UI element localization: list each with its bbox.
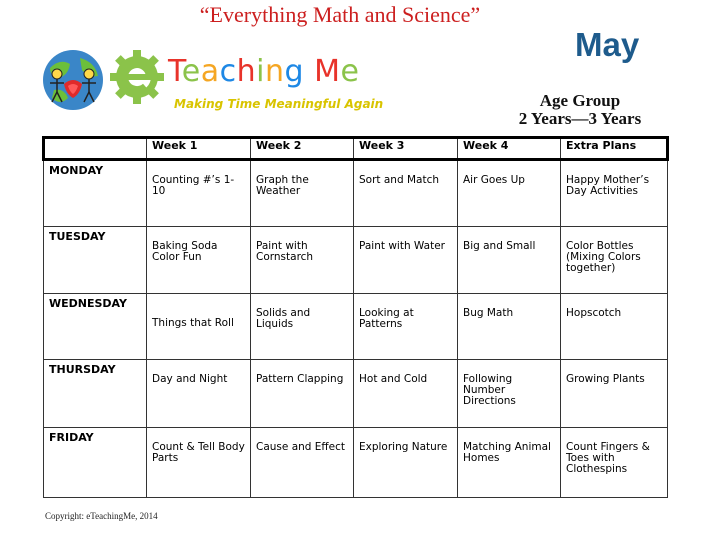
age-group-label: Age Group [539,91,621,110]
brand-letter: g [284,54,305,89]
activity-cell: Matching Animal Homes [458,428,561,498]
brand-slogan: Making Time Meaningful Again [174,97,384,111]
gear-e-icon [108,48,166,106]
brand-letter: a [200,54,220,89]
globe-kids-logo-icon [40,48,106,112]
brand-letter [304,54,314,89]
activity-cell: Paint with Cornstarch [251,227,354,294]
activity-cell: Day and Night [147,360,251,428]
activity-cell: Big and Small [458,227,561,294]
activity-cell: Paint with Water [354,227,458,294]
table-row [44,227,668,294]
day-label: TUESDAY [44,227,147,294]
brand-letter: M [314,54,341,89]
table-row [44,294,668,360]
day-label: FRIDAY [44,428,147,498]
activity-cell: Color Bottles (Mixing Colors together) [561,227,668,294]
activity-cell: Baking Soda Color Fun [147,227,251,294]
activity-cell: Air Goes Up [458,160,561,227]
column-header-extra-plans: Extra Plans [561,138,668,160]
activity-cell: Pattern Clapping [251,360,354,428]
activity-cell: Count Fingers & Toes with Clothespins [561,428,668,498]
column-header-week-3: Week 3 [354,138,458,160]
activity-cell: Hopscotch [561,294,668,360]
activity-cell: Looking at Patterns [354,294,458,360]
table-row [44,360,668,428]
lesson-plan-table [42,136,669,498]
column-header [44,138,147,160]
age-range: 2 Years—3 Years [518,109,642,128]
column-header-week-2: Week 2 [251,138,354,160]
brand-letter: i [256,54,265,89]
copyright-notice: Copyright: eTeachingMe, 2014 [45,511,158,521]
activity-cell: Hot and Cold [354,360,458,428]
table-row [44,160,668,227]
brand-letter: T [168,54,182,89]
brand-letter: e [181,54,201,89]
brand-letter: e [340,54,360,89]
day-label: THURSDAY [44,360,147,428]
activity-cell: Growing Plants [561,360,668,428]
activity-cell: Following Number Directions [458,360,561,428]
table-header-row [44,138,668,160]
activity-cell: Solids and Liquids [251,294,354,360]
activity-cell: Count & Tell Body Parts [147,428,251,498]
activity-cell: Exploring Nature [354,428,458,498]
brand-logo [40,44,400,116]
brand-letter: h [236,54,257,89]
activity-cell: Happy Mother’s Day Activities [561,160,668,227]
brand-name [168,54,359,89]
day-label: WEDNESDAY [44,294,147,360]
page-tagline: “Everything Math and Science” [199,2,481,27]
column-header-week-1: Week 1 [147,138,251,160]
brand-letter: n [264,54,285,89]
activity-cell: Graph the Weather [251,160,354,227]
table-row [44,428,668,498]
activity-cell: Bug Math [458,294,561,360]
brand-letter: c [219,54,237,89]
activity-cell: Counting #’s 1-10 [147,160,251,227]
activity-cell: Sort and Match [354,160,458,227]
activity-cell: Things that Roll [147,294,251,360]
month-title: May [575,26,640,63]
day-label: MONDAY [44,160,147,227]
activity-cell: Cause and Effect [251,428,354,498]
column-header-week-4: Week 4 [458,138,561,160]
